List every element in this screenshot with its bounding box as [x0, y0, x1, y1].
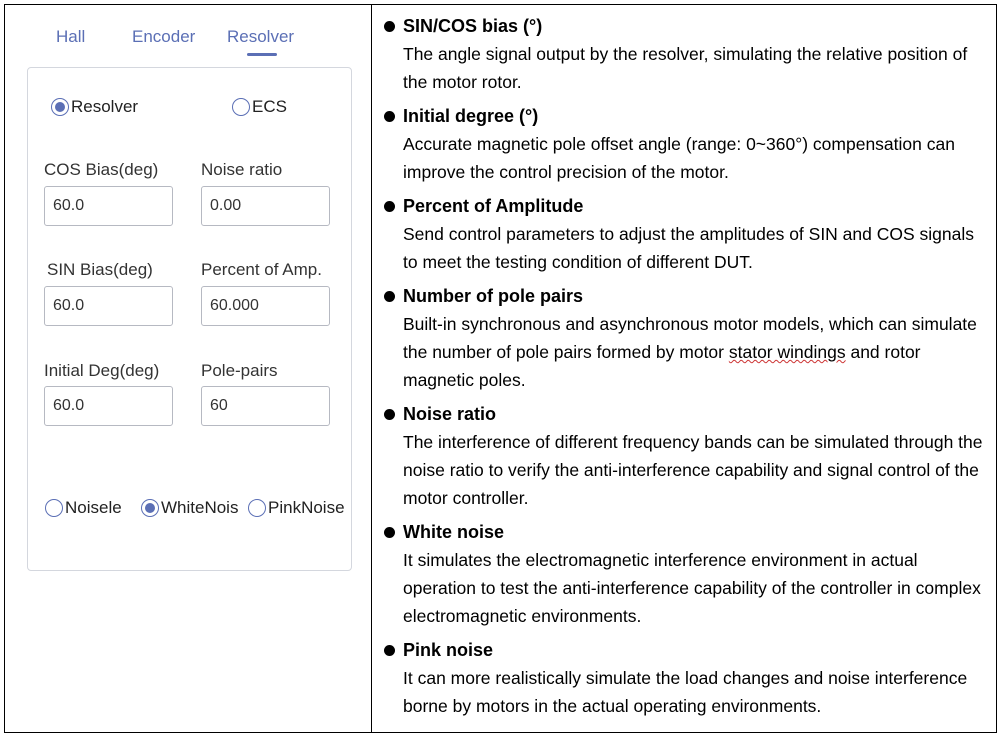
bullet-icon: [384, 21, 395, 32]
radio-white-noise[interactable]: [141, 498, 238, 518]
item-title: Initial degree (°): [403, 106, 539, 126]
item-description: The interference of different frequency bands can be simulated through the noise ratio to verify the anti-interference capability and signal control of the motor controller.: [403, 432, 983, 508]
bullet-icon: [384, 527, 395, 538]
item-description: It can more realistically simulate the load changes and noise interference borne by motors in the actual operating environments.: [403, 668, 968, 716]
bullet-icon: [384, 291, 395, 302]
item-title: Number of pole pairs: [403, 286, 584, 306]
item-description: The angle signal output by the resolver, simulating the relative position of the motor rotor.: [403, 44, 968, 92]
percent-amp-input[interactable]: [201, 286, 330, 326]
percent-amp-label: Percent of Amp.: [201, 260, 322, 279]
tab-encoder[interactable]: Encoder: [132, 27, 196, 46]
sin-bias-label: SIN Bias(deg): [47, 260, 153, 279]
radio-ecs[interactable]: [232, 97, 287, 117]
radio-checked-icon: [51, 98, 69, 116]
column-divider: [371, 4, 372, 733]
item-description: Send control parameters to adjust the amplitudes of SIN and COS signals to meet the testing condition of different DUT.: [403, 224, 974, 272]
active-tab-indicator: [247, 53, 277, 56]
description-text: Built-in synchronous and asynchronous motor models, which can simulate the number of pole pairs formed by motor: [403, 314, 977, 362]
list-item: [384, 12, 990, 96]
tab-bar: [40, 24, 340, 60]
item-description: Accurate magnetic pole offset angle (range: 0~360°) compensation can improve the control precision of the motor.: [403, 134, 955, 182]
list-item: [384, 518, 990, 630]
bullet-icon: [384, 409, 395, 420]
radio-white-noise-label: WhiteNois: [161, 498, 239, 517]
initial-deg-label: Initial Deg(deg): [44, 361, 160, 380]
item-title: SIN/COS bias (°): [403, 16, 543, 36]
radio-unchecked-icon: [45, 499, 63, 517]
list-item: [384, 400, 990, 512]
description-list: [384, 12, 990, 726]
radio-resolver[interactable]: [51, 97, 138, 117]
item-description: It simulates the electromagnetic interference environment in actual operation to test the anti-interference capability of the controller in complex electromagnetic environments.: [403, 550, 981, 626]
cos-bias-label: COS Bias(deg): [44, 160, 159, 179]
list-item: [384, 636, 990, 720]
radio-checked-icon: [141, 499, 159, 517]
tab-resolver[interactable]: Resolver: [227, 27, 295, 46]
list-item: [384, 102, 990, 186]
initial-deg-input[interactable]: [44, 386, 173, 426]
bullet-icon: [384, 201, 395, 212]
sin-bias-input[interactable]: [44, 286, 173, 326]
item-title: White noise: [403, 522, 505, 542]
list-item: [384, 282, 990, 394]
bullet-icon: [384, 645, 395, 656]
item-title: Noise ratio: [403, 404, 497, 424]
tab-hall[interactable]: Hall: [56, 27, 86, 46]
radio-pink-noise[interactable]: [248, 498, 345, 518]
radio-pink-noise-label: PinkNoise: [268, 498, 345, 517]
item-title: Percent of Amplitude: [403, 196, 584, 216]
cos-bias-input[interactable]: [44, 186, 173, 226]
radio-unchecked-icon: [232, 98, 250, 116]
radio-ecs-label: ECS: [252, 97, 287, 116]
pole-pairs-input[interactable]: [201, 386, 330, 426]
item-description: [384, 310, 990, 394]
noise-ratio-input[interactable]: [201, 186, 330, 226]
radio-noiseless[interactable]: [45, 498, 122, 518]
list-item: [384, 192, 990, 276]
pole-pairs-label: Pole-pairs: [201, 361, 278, 380]
noise-ratio-label: Noise ratio: [201, 160, 283, 179]
radio-unchecked-icon: [248, 499, 266, 517]
item-title: Pink noise: [403, 640, 494, 660]
radio-noiseless-label: Noisele: [65, 498, 122, 517]
bullet-icon: [384, 111, 395, 122]
description-text: and rotor magnetic poles.: [403, 342, 921, 390]
spellcheck-underlined-text: stator windings: [728, 342, 846, 362]
radio-resolver-label: Resolver: [71, 97, 139, 116]
